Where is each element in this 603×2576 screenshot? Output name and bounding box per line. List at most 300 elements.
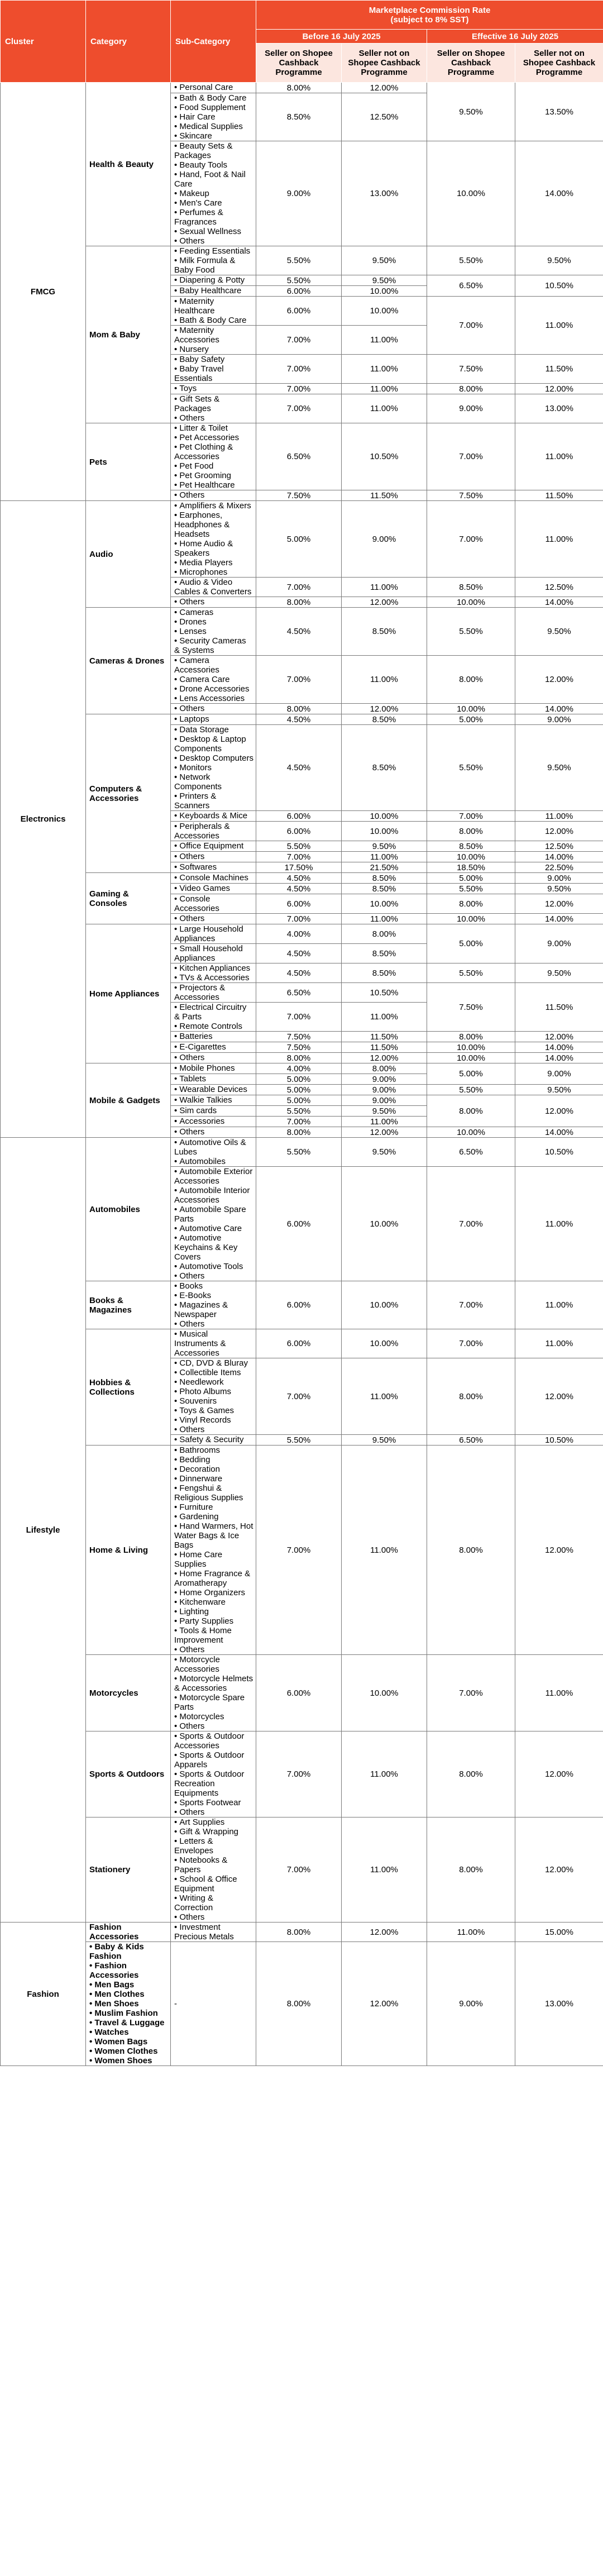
sub-category-item: • Pet Clothing & Accessories xyxy=(174,442,253,461)
sub-category-item: • Printers & Scanners xyxy=(174,791,253,810)
table-row xyxy=(1,714,603,725)
rate-effective-seller-on: 8.50% xyxy=(427,841,515,852)
rate-before-seller-not: 10.00% xyxy=(342,1167,427,1281)
rate-effective-seller-not: 14.00% xyxy=(515,704,603,714)
sub-category-item: • Milk Formula & Baby Food xyxy=(174,256,253,275)
sub-category-item: • Others xyxy=(174,1912,253,1922)
rate-before-seller-not: 11.00% xyxy=(342,384,427,394)
sub-category-item: • Drones xyxy=(174,617,253,627)
rate-before-seller-on: 4.50% xyxy=(256,725,342,811)
sub-category-item: • Beauty Sets & Packages xyxy=(174,141,253,160)
rate-before-seller-not: 11.50% xyxy=(342,1042,427,1053)
rate-effective-seller-not: 9.50% xyxy=(515,725,603,811)
sub-category-cell xyxy=(171,714,256,725)
sub-category-cell xyxy=(171,1817,256,1923)
sub-category-item: • Magazines & Newspaper xyxy=(174,1300,253,1319)
sub-category-cell xyxy=(171,384,256,394)
rate-effective-seller-not: 11.50% xyxy=(515,490,603,501)
sub-category-item: • Earphones, Headphones & Headsets xyxy=(174,511,253,539)
sub-category-item: • Camera Accessories xyxy=(174,656,253,675)
rate-before-seller-not: 11.50% xyxy=(342,490,427,501)
sub-category-item: • Electrical Circuitry & Parts xyxy=(174,1003,253,1022)
rate-effective-seller-not: 12.00% xyxy=(515,1817,603,1923)
sub-category-item: • Others xyxy=(174,490,253,500)
sub-category-item: • Safety & Security xyxy=(174,1435,253,1444)
category-list-item: • Watches xyxy=(89,2028,168,2037)
rate-before-seller-on: 5.50% xyxy=(256,275,342,286)
sub-category-item: • Automobile Interior Accessories xyxy=(174,1186,253,1205)
rate-effective-seller-on: 7.00% xyxy=(427,811,515,822)
rate-effective-seller-on: 7.00% xyxy=(427,297,515,355)
sub-category-item: • E-Cigarettes xyxy=(174,1042,253,1052)
rate-effective-seller-not: 13.00% xyxy=(515,1942,603,2066)
sub-category-item: • Bath & Body Care xyxy=(174,316,253,325)
sub-category-cell xyxy=(171,944,256,963)
rate-effective-seller-not: 12.00% xyxy=(515,1095,603,1127)
rate-before-seller-not: 10.00% xyxy=(342,297,427,326)
rate-before-seller-not: 11.00% xyxy=(342,1817,427,1923)
rate-before-seller-not: 9.50% xyxy=(342,275,427,286)
sub-category-item: • Automobiles xyxy=(174,1157,253,1166)
rate-before-seller-not: 8.50% xyxy=(342,884,427,894)
rate-effective-seller-not: 9.00% xyxy=(515,714,603,725)
sub-category-item: • Gardening xyxy=(174,1512,253,1521)
rate-before-seller-not: 10.50% xyxy=(342,983,427,1003)
sub-category-item: • Others xyxy=(174,413,253,423)
rate-effective-seller-on: 6.50% xyxy=(427,1138,515,1167)
category-list-item: • Fashion Accessories xyxy=(89,1961,168,1980)
cluster-cell: Fashion xyxy=(1,1923,86,2066)
sub-category-item: • Large Household Appliances xyxy=(174,924,253,943)
rate-before-seller-not: 8.50% xyxy=(342,873,427,884)
rate-before-seller-on: 6.00% xyxy=(256,297,342,326)
rate-before-seller-on: 7.00% xyxy=(256,1003,342,1032)
rate-before-seller-on: 4.50% xyxy=(256,873,342,884)
header-before-seller-on: Seller on Shopee Cashback Programme xyxy=(256,44,342,83)
sub-category-cell xyxy=(171,1138,256,1167)
rate-before-seller-on: 4.50% xyxy=(256,884,342,894)
rate-before-seller-on: 4.00% xyxy=(256,924,342,944)
rate-before-seller-on: 17.50% xyxy=(256,862,342,873)
cluster-cell: Electronics xyxy=(1,501,86,1138)
rate-before-seller-on: 6.50% xyxy=(256,983,342,1003)
cluster-cell: Lifestyle xyxy=(1,1138,86,1923)
rate-effective-seller-not: 14.00% xyxy=(515,914,603,924)
rate-effective-seller-not: 11.50% xyxy=(515,983,603,1032)
rate-effective-seller-not: 9.00% xyxy=(515,873,603,884)
sub-category-cell xyxy=(171,1003,256,1032)
sub-category-item: • Pet Food xyxy=(174,461,253,471)
sub-category-item: • Console Machines xyxy=(174,873,253,882)
rate-before-seller-not: 10.00% xyxy=(342,822,427,841)
sub-category-item: • Motorcycles xyxy=(174,1712,253,1721)
rate-before-seller-on: 7.00% xyxy=(256,1817,342,1923)
rate-before-seller-not: 9.50% xyxy=(342,841,427,852)
rate-effective-seller-not: 11.00% xyxy=(515,1329,603,1358)
sub-category-item: • Skincare xyxy=(174,131,253,141)
rate-before-seller-on: 7.00% xyxy=(256,394,342,423)
sub-category-item: • Automotive Keychains & Key Covers xyxy=(174,1233,253,1262)
table-row xyxy=(1,1329,603,1358)
sub-category-cell xyxy=(171,1167,256,1281)
sub-category-item: • Automotive Tools xyxy=(174,1262,253,1271)
rate-before-seller-not: 10.00% xyxy=(342,1655,427,1731)
sub-category-cell xyxy=(171,355,256,384)
sub-category-item: • Kitchen Appliances xyxy=(174,963,253,973)
sub-category-cell xyxy=(171,423,256,490)
rate-effective-seller-on: 7.00% xyxy=(427,1655,515,1731)
rate-before-seller-not: 8.00% xyxy=(342,924,427,944)
rate-effective-seller-not: 12.50% xyxy=(515,841,603,852)
rate-before-seller-on: 7.00% xyxy=(256,578,342,597)
header-category: Category xyxy=(86,1,171,83)
rate-before-seller-not: 11.00% xyxy=(342,914,427,924)
rate-before-seller-not: 11.00% xyxy=(342,1117,427,1127)
sub-category-item: • Litter & Toilet xyxy=(174,423,253,433)
sub-category-item: • Lenses xyxy=(174,627,253,636)
rate-effective-seller-not: 11.50% xyxy=(515,355,603,384)
rate-before-seller-on: 6.00% xyxy=(256,811,342,822)
rate-effective-seller-on: 5.00% xyxy=(427,714,515,725)
rate-effective-seller-on: 6.50% xyxy=(427,275,515,297)
sub-category-item: • Books xyxy=(174,1281,253,1291)
rate-before-seller-on: 5.00% xyxy=(256,501,342,578)
rate-before-seller-on: 4.50% xyxy=(256,714,342,725)
sub-category-item: • Mobile Phones xyxy=(174,1063,253,1073)
rate-effective-seller-on: 10.00% xyxy=(427,1127,515,1138)
sub-category-cell xyxy=(171,326,256,355)
rate-effective-seller-not: 9.00% xyxy=(515,1063,603,1085)
rate-effective-seller-not: 12.00% xyxy=(515,656,603,704)
category-list-item: • Baby & Kids Fashion xyxy=(89,1942,168,1961)
sub-category-item: • Art Supplies xyxy=(174,1817,253,1827)
rate-before-seller-not: 9.00% xyxy=(342,501,427,578)
sub-category-cell xyxy=(171,578,256,597)
rate-before-seller-on: 6.00% xyxy=(256,894,342,914)
sub-category-cell xyxy=(171,1042,256,1053)
sub-category-item: • Desktop & Laptop Components xyxy=(174,734,253,753)
rate-effective-seller-on: 9.00% xyxy=(427,1942,515,2066)
sub-category-item: • Investment Precious Metals xyxy=(174,1923,253,1941)
rate-effective-seller-not: 9.50% xyxy=(515,1085,603,1095)
sub-category-item: • Small Household Appliances xyxy=(174,944,253,963)
rate-effective-seller-not: 10.50% xyxy=(515,1435,603,1446)
category-cell: Gaming & Consoles xyxy=(86,873,171,924)
rate-effective-seller-not: 12.00% xyxy=(515,894,603,914)
category-list-item: • Men Clothes xyxy=(89,1990,168,1999)
sub-category-item: • Lighting xyxy=(174,1607,253,1616)
header-rate-note: (subject to 8% SST) xyxy=(390,15,469,25)
sub-category-item: • Musical Instruments & Accessories xyxy=(174,1329,253,1358)
rate-before-seller-on: 7.50% xyxy=(256,1042,342,1053)
sub-category-item: • Sports & Outdoor Recreation Equipments xyxy=(174,1769,253,1798)
rate-before-seller-on: 9.00% xyxy=(256,141,342,246)
sub-category-item: • Toys & Games xyxy=(174,1406,253,1415)
sub-category-item: • Sports & Outdoor Accessories xyxy=(174,1731,253,1750)
sub-category-item: • Diapering & Potty xyxy=(174,275,253,285)
sub-category-cell xyxy=(171,924,256,944)
sub-category-cell xyxy=(171,1435,256,1446)
sub-category-cell xyxy=(171,1095,256,1106)
category-cell: Sports & Outdoors xyxy=(86,1731,171,1817)
sub-category-item: • Maternity Healthcare xyxy=(174,297,253,316)
rate-before-seller-not: 11.00% xyxy=(342,326,427,355)
table-row xyxy=(1,83,603,93)
category-cell: Mobile & Gadgets xyxy=(86,1063,171,1138)
header-cluster: Cluster xyxy=(1,1,86,83)
rate-before-seller-not: 10.00% xyxy=(342,1329,427,1358)
sub-category-cell xyxy=(171,1923,256,1942)
rate-before-seller-not: 12.00% xyxy=(342,704,427,714)
rate-effective-seller-not: 22.50% xyxy=(515,862,603,873)
sub-category-cell xyxy=(171,852,256,862)
rate-before-seller-not: 9.50% xyxy=(342,1138,427,1167)
sub-category-item: • Food Supplement xyxy=(174,103,253,112)
table-row xyxy=(1,1731,603,1817)
category-cell: Motorcycles xyxy=(86,1655,171,1731)
header-before-seller-not: Seller not on Shopee Cashback Programme xyxy=(342,44,427,83)
sub-category-item: • Photo Albums xyxy=(174,1387,253,1396)
sub-category-cell xyxy=(171,1074,256,1085)
sub-category-cell xyxy=(171,608,256,656)
sub-category-item: • Projectors & Accessories xyxy=(174,983,253,1002)
table-row xyxy=(1,873,603,884)
sub-category-item: • Batteries xyxy=(174,1032,253,1041)
sub-category-cell xyxy=(171,141,256,246)
sub-category-item: • Sexual Wellness xyxy=(174,227,253,236)
rate-before-seller-on: 5.50% xyxy=(256,1106,342,1117)
rate-before-seller-not: 11.00% xyxy=(342,852,427,862)
rate-effective-seller-not: 12.00% xyxy=(515,822,603,841)
sub-category-item: • Others xyxy=(174,914,253,923)
rate-effective-seller-on: 10.00% xyxy=(427,141,515,246)
sub-category-item: • Men's Care xyxy=(174,198,253,208)
rate-effective-seller-not: 12.00% xyxy=(515,384,603,394)
sub-category-item: • Party Supplies xyxy=(174,1616,253,1626)
rate-before-seller-not: 12.00% xyxy=(342,83,427,93)
rate-before-seller-not: 8.50% xyxy=(342,714,427,725)
rate-effective-seller-on: 10.00% xyxy=(427,852,515,862)
sub-category-item: • Toys xyxy=(174,384,253,393)
rate-effective-seller-on: 10.00% xyxy=(427,704,515,714)
sub-category-cell xyxy=(171,490,256,501)
sub-category-cell xyxy=(171,286,256,297)
sub-category-item: • Others xyxy=(174,1425,253,1434)
rate-before-seller-on: 7.00% xyxy=(256,384,342,394)
rate-before-seller-on: 6.00% xyxy=(256,1655,342,1731)
rate-effective-seller-on: 7.50% xyxy=(427,490,515,501)
sub-category-item: • Medical Supplies xyxy=(174,122,253,131)
rate-effective-seller-on: 8.00% xyxy=(427,1095,515,1127)
rate-effective-seller-on: 10.00% xyxy=(427,914,515,924)
sub-category-item: • Home Care Supplies xyxy=(174,1550,253,1569)
sub-category-item: • Automobile Exterior Accessories xyxy=(174,1167,253,1186)
sub-category-cell xyxy=(171,246,256,275)
table-row xyxy=(1,1281,603,1329)
rate-effective-seller-not: 14.00% xyxy=(515,1053,603,1063)
rate-before-seller-not: 10.00% xyxy=(342,1281,427,1329)
rate-effective-seller-on: 5.50% xyxy=(427,246,515,275)
rate-before-seller-on: 5.00% xyxy=(256,1085,342,1095)
table-row xyxy=(1,1063,603,1074)
category-cell xyxy=(86,1942,171,2066)
category-cell: Health & Beauty xyxy=(86,83,171,246)
rate-effective-seller-not: 11.00% xyxy=(515,1655,603,1731)
sub-category-item: • Others xyxy=(174,1053,253,1062)
sub-category-item: • Beauty Tools xyxy=(174,160,253,170)
rate-before-seller-on: 7.50% xyxy=(256,490,342,501)
rate-effective-seller-on: 5.00% xyxy=(427,873,515,884)
category-list-item: • Muslim Fashion xyxy=(89,2009,168,2018)
rate-before-seller-on: 8.00% xyxy=(256,1942,342,2066)
sub-category-item: • Personal Care xyxy=(174,83,253,92)
rate-before-seller-not: 9.50% xyxy=(342,1106,427,1117)
sub-category-item: • Office Equipment xyxy=(174,841,253,851)
rate-before-seller-not: 21.50% xyxy=(342,862,427,873)
rate-effective-seller-not: 12.00% xyxy=(515,1731,603,1817)
rate-before-seller-not: 11.00% xyxy=(342,1003,427,1032)
sub-category-item: • Hair Care xyxy=(174,112,253,122)
sub-category-cell xyxy=(171,914,256,924)
rate-before-seller-on: 8.00% xyxy=(256,83,342,93)
sub-category-item: • Tablets xyxy=(174,1074,253,1084)
sub-category-cell xyxy=(171,1329,256,1358)
sub-category-item: • Home Organizers xyxy=(174,1588,253,1597)
rate-before-seller-on: 4.50% xyxy=(256,944,342,963)
sub-category-cell xyxy=(171,597,256,608)
category-cell: Automobiles xyxy=(86,1138,171,1281)
sub-category-cell xyxy=(171,1281,256,1329)
rate-before-seller-not: 11.00% xyxy=(342,1446,427,1655)
sub-category-item: • CD, DVD & Bluray xyxy=(174,1358,253,1368)
rate-before-seller-not: 11.00% xyxy=(342,578,427,597)
sub-category-cell xyxy=(171,1127,256,1138)
sub-category-item: • Others xyxy=(174,1721,253,1731)
sub-category-item: • Security Cameras & Systems xyxy=(174,636,253,655)
sub-category-item: • Home Audio & Speakers xyxy=(174,539,253,558)
rate-effective-seller-on: 8.00% xyxy=(427,1446,515,1655)
rate-effective-seller-on: 7.50% xyxy=(427,983,515,1032)
category-cell: Books & Magazines xyxy=(86,1281,171,1329)
rate-before-seller-on: 8.00% xyxy=(256,704,342,714)
sub-category-cell xyxy=(171,822,256,841)
sub-category-item: • Camera Care xyxy=(174,675,253,684)
sub-category-cell xyxy=(171,873,256,884)
sub-category-item: • Desktop Computers xyxy=(174,753,253,763)
header-sub-category: Sub-Category xyxy=(171,1,256,83)
rate-effective-seller-not: 14.00% xyxy=(515,141,603,246)
sub-category-item: • Lens Accessories xyxy=(174,694,253,703)
rate-before-seller-on: 7.00% xyxy=(256,914,342,924)
sub-category-item: • Accessories xyxy=(174,1117,253,1126)
category-list-item: • Men Shoes xyxy=(89,1999,168,2009)
rate-before-seller-on: 7.00% xyxy=(256,1358,342,1435)
category-cell: Mom & Baby xyxy=(86,246,171,423)
rate-effective-seller-on: 5.50% xyxy=(427,963,515,983)
rate-effective-seller-not: 10.50% xyxy=(515,275,603,297)
rate-before-seller-on: 7.00% xyxy=(256,1117,342,1127)
header-rate-title: Marketplace Commission Rate xyxy=(368,5,491,15)
rate-before-seller-on: 8.50% xyxy=(256,93,342,141)
table-row xyxy=(1,1923,603,1942)
rate-effective-seller-on: 5.50% xyxy=(427,725,515,811)
rate-before-seller-not: 12.00% xyxy=(342,597,427,608)
rate-effective-seller-not: 10.50% xyxy=(515,1138,603,1167)
category-list-item: • Travel & Luggage xyxy=(89,2018,168,2028)
sub-category-item: • Notebooks & Papers xyxy=(174,1855,253,1874)
rate-before-seller-on: 7.00% xyxy=(256,1446,342,1655)
sub-category-cell: - xyxy=(171,1942,256,2066)
sub-category-item: • Laptops xyxy=(174,714,253,724)
sub-category-item: • Souvenirs xyxy=(174,1396,253,1406)
rate-effective-seller-not: 9.50% xyxy=(515,246,603,275)
sub-category-item: • Microphones xyxy=(174,567,253,577)
sub-category-item: • Cameras xyxy=(174,608,253,617)
sub-category-item: • Keyboards & Mice xyxy=(174,811,253,820)
rate-before-seller-on: 8.00% xyxy=(256,1127,342,1138)
table-row xyxy=(1,1942,603,2066)
sub-category-cell xyxy=(171,1117,256,1127)
rate-effective-seller-on: 7.00% xyxy=(427,1329,515,1358)
rate-before-seller-on: 6.00% xyxy=(256,1167,342,1281)
sub-category-item: • Bathrooms xyxy=(174,1446,253,1455)
rate-before-seller-not: 11.00% xyxy=(342,355,427,384)
sub-category-item: • Gift Sets & Packages xyxy=(174,394,253,413)
rate-before-seller-not: 11.50% xyxy=(342,1032,427,1042)
sub-category-cell xyxy=(171,1106,256,1117)
sub-category-cell xyxy=(171,1655,256,1731)
sub-category-item: • Others xyxy=(174,704,253,713)
table-row xyxy=(1,1138,603,1167)
sub-category-cell xyxy=(171,1358,256,1435)
sub-category-item: • Others xyxy=(174,236,253,246)
sub-category-item: • Nursery xyxy=(174,345,253,354)
rate-effective-seller-on: 5.00% xyxy=(427,1063,515,1085)
sub-category-item: • Remote Controls xyxy=(174,1022,253,1031)
rate-effective-seller-on: 5.00% xyxy=(427,924,515,963)
rate-effective-seller-not: 11.00% xyxy=(515,423,603,490)
sub-category-item: • Gift & Wrapping xyxy=(174,1827,253,1836)
sub-category-cell xyxy=(171,297,256,326)
rate-before-seller-on: 8.00% xyxy=(256,1923,342,1942)
rate-effective-seller-not: 9.00% xyxy=(515,924,603,963)
rate-effective-seller-not: 12.00% xyxy=(515,1032,603,1042)
sub-category-item: • Others xyxy=(174,1645,253,1654)
rate-effective-seller-not: 14.00% xyxy=(515,1042,603,1053)
table-header xyxy=(1,1,603,83)
rate-before-seller-on: 7.00% xyxy=(256,1731,342,1817)
sub-category-item: • Others xyxy=(174,597,253,607)
sub-category-item: • Furniture xyxy=(174,1502,253,1512)
rate-effective-seller-on: 7.00% xyxy=(427,423,515,490)
sub-category-item: • Pet Grooming xyxy=(174,471,253,480)
rate-effective-seller-on: 8.00% xyxy=(427,384,515,394)
rate-before-seller-not: 8.00% xyxy=(342,1063,427,1074)
header-rate xyxy=(256,1,603,30)
sub-category-item: • Collectible Items xyxy=(174,1368,253,1377)
rate-effective-seller-on: 10.00% xyxy=(427,1053,515,1063)
category-list-item: • Women Bags xyxy=(89,2037,168,2047)
rate-effective-seller-not: 11.00% xyxy=(515,1281,603,1329)
sub-category-item: • Video Games xyxy=(174,884,253,893)
rate-before-seller-not: 10.50% xyxy=(342,423,427,490)
sub-category-cell xyxy=(171,963,256,983)
rate-before-seller-not: 11.00% xyxy=(342,1358,427,1435)
sub-category-cell xyxy=(171,1053,256,1063)
rate-effective-seller-on: 8.00% xyxy=(427,656,515,704)
rate-effective-seller-on: 9.50% xyxy=(427,83,515,141)
rate-effective-seller-not: 12.00% xyxy=(515,1358,603,1435)
